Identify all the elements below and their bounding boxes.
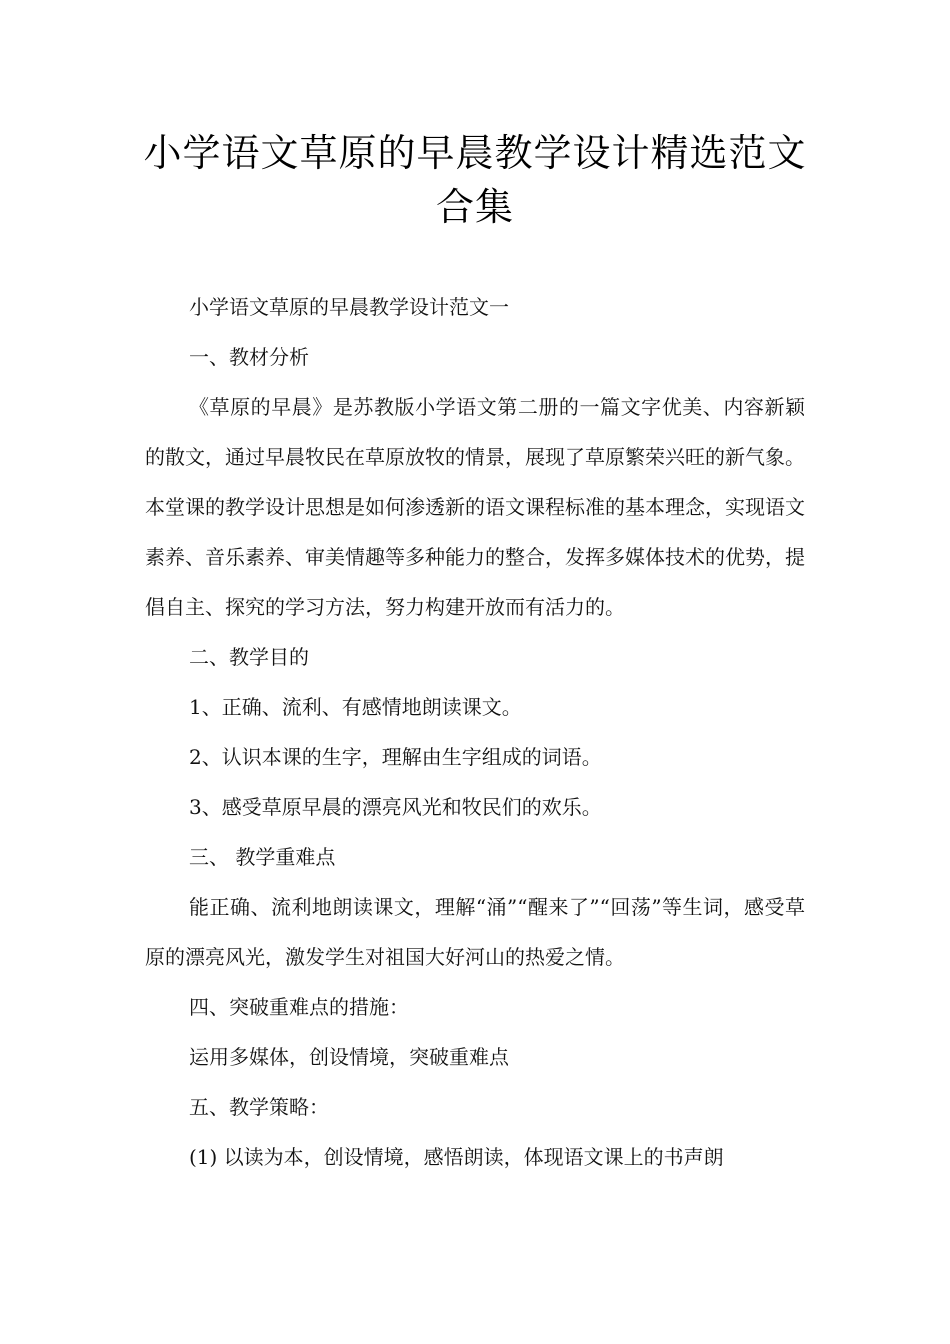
paragraph-key-difficulties: 能正确、流利地朗读课文，理解“涌”“醒来了”“回荡”等生词，感受草原的漂亮风光，激发学生对祖国大好河山的热爱之情。 bbox=[145, 895, 805, 969]
list-item-goal-1: 1、正确、流利、有感情地朗读课文。 bbox=[189, 695, 522, 719]
document-body bbox=[145, 282, 805, 1182]
paragraph-measures: 运用多媒体，创设情境，突破重难点 bbox=[189, 1045, 509, 1069]
list-item-goal-2: 2、认识本课的生字，理解由生字组成的词语。 bbox=[189, 745, 602, 769]
section-heading-materials-analysis: 一、教材分析 bbox=[189, 345, 309, 369]
section-heading-strategies: 五、教学策略： bbox=[189, 1095, 329, 1119]
section-heading-teaching-goals: 二、教学目的 bbox=[189, 645, 309, 669]
paragraph-materials-analysis: 《草原的早晨》是苏教版小学语文第二册的一篇文字优美、内容新颖的散文，通过早晨牧民在草原放牧的情景，展现了草原繁荣兴旺的新气象。本堂课的教学设计思想是如何渗透新的语文课程标准的基本理念，实现语文素养、音乐素养、审美情趣等多种能力的整合，发挥多媒体技术的优势，提倡自主、探究的学习方法，努力构建开放而有活力的。 bbox=[145, 395, 805, 619]
list-item-goal-3: 3、感受草原早晨的漂亮风光和牧民们的欢乐。 bbox=[189, 795, 602, 819]
section-heading-sample-one: 小学语文草原的早晨教学设计范文一 bbox=[189, 295, 509, 319]
list-item-strategy-1: (1) 以读为本，创设情境，感悟朗读，体现语文课上的书声朗 bbox=[189, 1145, 724, 1169]
document-title: 小学语文草原的早晨教学设计精选范文合集 bbox=[143, 131, 807, 229]
section-heading-measures: 四、突破重难点的措施： bbox=[189, 995, 409, 1019]
section-heading-key-difficulties: 三、 教学重难点 bbox=[189, 845, 336, 869]
